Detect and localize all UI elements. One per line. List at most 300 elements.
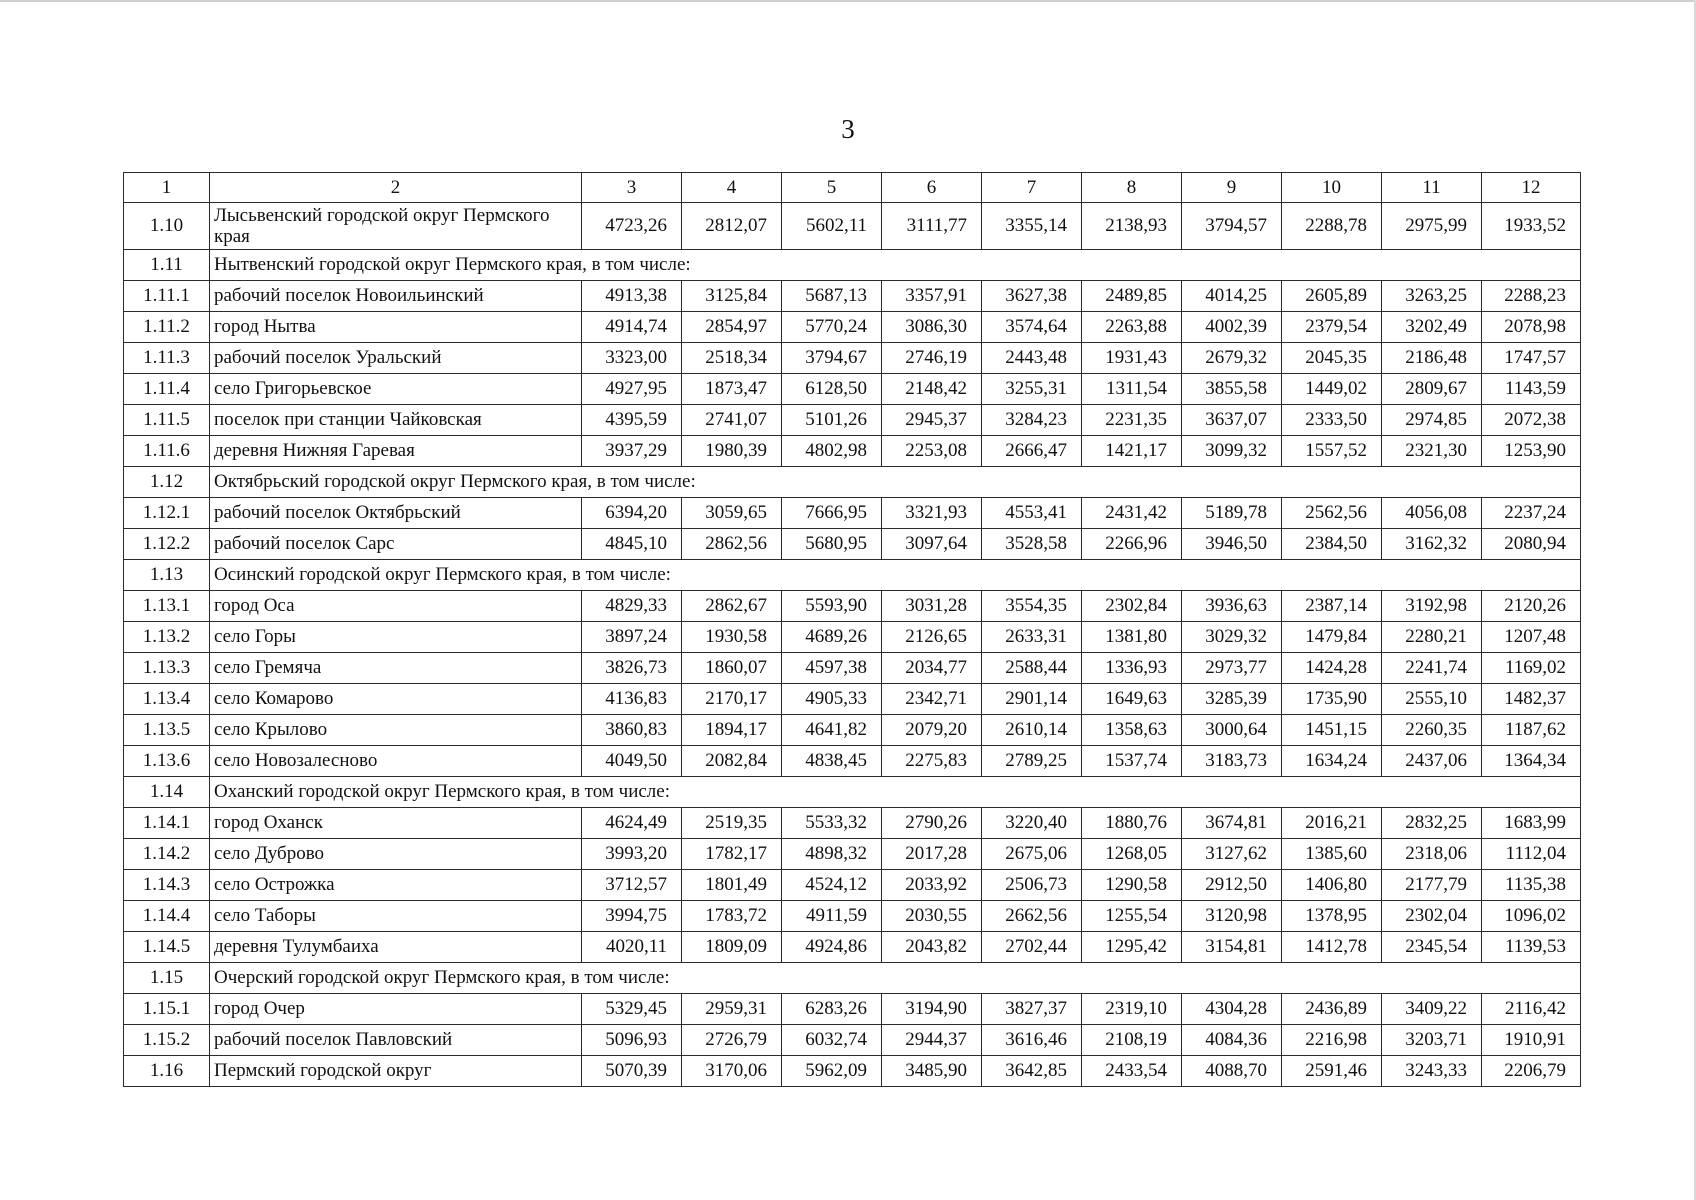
column-header-3: 3	[582, 173, 682, 203]
table-row	[124, 622, 1581, 653]
name-cell: рабочий поселок Новоильинский	[210, 281, 582, 312]
value-cell-col-6: 3485,90	[882, 1056, 982, 1087]
value-cell-col-8: 2138,93	[1082, 203, 1182, 250]
name-cell: село Гремяча	[210, 653, 582, 684]
row-number-cell: 1.14.5	[124, 932, 210, 963]
value-cell-col-4: 1873,47	[682, 374, 782, 405]
value-cell-col-7: 3827,37	[982, 994, 1082, 1025]
value-cell-col-5: 4838,45	[782, 746, 882, 777]
table-row	[124, 281, 1581, 312]
value-cell-col-7: 4553,41	[982, 498, 1082, 529]
value-cell-col-11: 2280,21	[1382, 622, 1482, 653]
value-cell-col-10: 1424,28	[1282, 653, 1382, 684]
value-cell-col-4: 2959,31	[682, 994, 782, 1025]
value-cell-col-6: 3357,91	[882, 281, 982, 312]
value-cell-col-10: 2436,89	[1282, 994, 1382, 1025]
value-cell-col-4: 1783,72	[682, 901, 782, 932]
value-cell-col-6: 2033,92	[882, 870, 982, 901]
value-cell-col-8: 1311,54	[1082, 374, 1182, 405]
value-cell-col-8: 2489,85	[1082, 281, 1182, 312]
value-cell-col-9: 5189,78	[1182, 498, 1282, 529]
scan-edge-top	[0, 0, 1696, 2]
value-cell-col-7: 3642,85	[982, 1056, 1082, 1087]
value-cell-col-4: 2519,35	[682, 808, 782, 839]
value-cell-col-4: 2170,17	[682, 684, 782, 715]
value-cell-col-8: 1537,74	[1082, 746, 1182, 777]
value-cell-col-12: 1096,02	[1482, 901, 1581, 932]
row-number-cell: 1.11.2	[124, 312, 210, 343]
value-cell-col-5: 5101,26	[782, 405, 882, 436]
value-cell-col-12: 1482,37	[1482, 684, 1581, 715]
value-cell-col-4: 1860,07	[682, 653, 782, 684]
value-cell-col-5: 5533,32	[782, 808, 882, 839]
value-cell-col-11: 4056,08	[1382, 498, 1482, 529]
value-cell-col-10: 2216,98	[1282, 1025, 1382, 1056]
value-cell-col-6: 2034,77	[882, 653, 982, 684]
value-cell-col-9: 4088,70	[1182, 1056, 1282, 1087]
value-cell-col-6: 2043,82	[882, 932, 982, 963]
row-number-cell: 1.15.1	[124, 994, 210, 1025]
value-cell-col-8: 2431,42	[1082, 498, 1182, 529]
value-cell-col-9: 3285,39	[1182, 684, 1282, 715]
value-cell-col-6: 2342,71	[882, 684, 982, 715]
value-cell-col-8: 1358,63	[1082, 715, 1182, 746]
value-cell-col-11: 2437,06	[1382, 746, 1482, 777]
value-cell-col-8: 2108,19	[1082, 1025, 1182, 1056]
value-cell-col-9: 3946,50	[1182, 529, 1282, 560]
row-number-cell: 1.13.3	[124, 653, 210, 684]
row-number-cell: 1.13	[124, 560, 210, 591]
row-number-cell: 1.11	[124, 250, 210, 281]
column-header-5: 5	[782, 173, 882, 203]
section-row	[124, 467, 1581, 498]
value-cell-col-9: 3637,07	[1182, 405, 1282, 436]
header-row	[124, 173, 1581, 203]
name-cell: рабочий поселок Сарс	[210, 529, 582, 560]
value-cell-col-6: 2253,08	[882, 436, 982, 467]
value-cell-col-9: 2679,32	[1182, 343, 1282, 374]
column-header-6: 6	[882, 173, 982, 203]
row-number-cell: 1.14.2	[124, 839, 210, 870]
value-cell-col-3: 4829,33	[582, 591, 682, 622]
table-body	[124, 173, 1581, 1087]
value-cell-col-11: 3243,33	[1382, 1056, 1482, 1087]
table-row	[124, 1025, 1581, 1056]
value-cell-col-11: 2974,85	[1382, 405, 1482, 436]
value-cell-col-9: 4084,36	[1182, 1025, 1282, 1056]
column-header-4: 4	[682, 173, 782, 203]
table-row	[124, 529, 1581, 560]
value-cell-col-6: 2017,28	[882, 839, 982, 870]
value-cell-col-3: 4927,95	[582, 374, 682, 405]
value-cell-col-12: 1135,38	[1482, 870, 1581, 901]
value-cell-col-10: 1451,15	[1282, 715, 1382, 746]
name-cell: рабочий поселок Уральский	[210, 343, 582, 374]
table-row	[124, 839, 1581, 870]
column-header-8: 8	[1082, 173, 1182, 203]
name-cell: рабочий поселок Октябрьский	[210, 498, 582, 529]
value-cell-col-7: 2789,25	[982, 746, 1082, 777]
value-cell-col-12: 2080,94	[1482, 529, 1581, 560]
column-header-7: 7	[982, 173, 1082, 203]
row-number-cell: 1.14.4	[124, 901, 210, 932]
value-cell-col-5: 5680,95	[782, 529, 882, 560]
table-row	[124, 312, 1581, 343]
value-cell-col-10: 2379,54	[1282, 312, 1382, 343]
value-cell-col-5: 4911,59	[782, 901, 882, 932]
value-cell-col-9: 3674,81	[1182, 808, 1282, 839]
table-row	[124, 591, 1581, 622]
value-cell-col-10: 2288,78	[1282, 203, 1382, 250]
value-cell-col-12: 2237,24	[1482, 498, 1581, 529]
table-row	[124, 498, 1581, 529]
value-cell-col-3: 4913,38	[582, 281, 682, 312]
name-cell: село Комарово	[210, 684, 582, 715]
value-cell-col-9: 3183,73	[1182, 746, 1282, 777]
page-number: 3	[841, 114, 855, 144]
value-cell-col-11: 2186,48	[1382, 343, 1482, 374]
row-number-cell: 1.13.5	[124, 715, 210, 746]
section-title-cell: Октябрьский городской округ Пермского края, в том числе:	[210, 467, 1581, 498]
value-cell-col-4: 2518,34	[682, 343, 782, 374]
value-cell-col-5: 5593,90	[782, 591, 882, 622]
value-cell-col-8: 2231,35	[1082, 405, 1182, 436]
value-cell-col-10: 1735,90	[1282, 684, 1382, 715]
value-cell-col-10: 2387,14	[1282, 591, 1382, 622]
value-cell-col-10: 1385,60	[1282, 839, 1382, 870]
row-number-cell: 1.12	[124, 467, 210, 498]
value-cell-col-11: 2345,54	[1382, 932, 1482, 963]
value-cell-col-10: 1479,84	[1282, 622, 1382, 653]
value-cell-col-11: 2832,25	[1382, 808, 1482, 839]
value-cell-col-11: 3203,71	[1382, 1025, 1482, 1056]
value-cell-col-5: 4905,33	[782, 684, 882, 715]
value-cell-col-8: 1290,58	[1082, 870, 1182, 901]
value-cell-col-7: 2662,56	[982, 901, 1082, 932]
value-cell-col-10: 2605,89	[1282, 281, 1382, 312]
value-cell-col-10: 2333,50	[1282, 405, 1382, 436]
value-cell-col-7: 3574,64	[982, 312, 1082, 343]
value-cell-col-10: 1557,52	[1282, 436, 1382, 467]
value-cell-col-11: 2318,06	[1382, 839, 1482, 870]
column-header-9: 9	[1182, 173, 1282, 203]
value-cell-col-10: 2384,50	[1282, 529, 1382, 560]
value-cell-col-6: 2275,83	[882, 746, 982, 777]
name-cell: Пермский городской округ	[210, 1056, 582, 1087]
section-title-cell: Нытвенский городской округ Пермского края, в том числе:	[210, 250, 1581, 281]
value-cell-col-10: 1378,95	[1282, 901, 1382, 932]
name-cell: Лысьвенский городской округ Пермского края	[210, 203, 582, 250]
value-cell-col-12: 2072,38	[1482, 405, 1581, 436]
value-cell-col-10: 2045,35	[1282, 343, 1382, 374]
value-cell-col-7: 3554,35	[982, 591, 1082, 622]
value-cell-col-6: 3321,93	[882, 498, 982, 529]
row-number-cell: 1.12.1	[124, 498, 210, 529]
value-cell-col-4: 1894,17	[682, 715, 782, 746]
row-number-cell: 1.13.2	[124, 622, 210, 653]
row-number-cell: 1.11.6	[124, 436, 210, 467]
value-cell-col-11: 2260,35	[1382, 715, 1482, 746]
value-cell-col-5: 4597,38	[782, 653, 882, 684]
value-cell-col-3: 3993,20	[582, 839, 682, 870]
table-row	[124, 715, 1581, 746]
name-cell: село Острожка	[210, 870, 582, 901]
section-title-cell: Очерский городской округ Пермского края, в том числе:	[210, 963, 1581, 994]
column-header-12: 12	[1482, 173, 1581, 203]
value-cell-col-4: 1980,39	[682, 436, 782, 467]
value-cell-col-4: 3170,06	[682, 1056, 782, 1087]
value-cell-col-4: 1801,49	[682, 870, 782, 901]
row-number-cell: 1.11.1	[124, 281, 210, 312]
row-number-cell: 1.14.1	[124, 808, 210, 839]
name-cell: город Очер	[210, 994, 582, 1025]
name-cell: село Дуброво	[210, 839, 582, 870]
value-cell-col-3: 3897,24	[582, 622, 682, 653]
name-cell: село Григорьевское	[210, 374, 582, 405]
value-cell-col-9: 3855,58	[1182, 374, 1282, 405]
value-cell-col-11: 3192,98	[1382, 591, 1482, 622]
value-cell-col-3: 4049,50	[582, 746, 682, 777]
value-cell-col-11: 2809,67	[1382, 374, 1482, 405]
value-cell-col-8: 1381,80	[1082, 622, 1182, 653]
value-cell-col-3: 4136,83	[582, 684, 682, 715]
value-cell-col-8: 2263,88	[1082, 312, 1182, 343]
table-row	[124, 684, 1581, 715]
value-cell-col-8: 1649,63	[1082, 684, 1182, 715]
value-cell-col-3: 6394,20	[582, 498, 682, 529]
value-cell-col-3: 4020,11	[582, 932, 682, 963]
value-cell-col-12: 1143,59	[1482, 374, 1581, 405]
column-header-11: 11	[1382, 173, 1482, 203]
value-cell-col-12: 1139,53	[1482, 932, 1581, 963]
value-cell-col-11: 2302,04	[1382, 901, 1482, 932]
value-cell-col-11: 3409,22	[1382, 994, 1482, 1025]
table-row	[124, 746, 1581, 777]
value-cell-col-9: 3099,32	[1182, 436, 1282, 467]
value-cell-col-6: 3194,90	[882, 994, 982, 1025]
value-cell-col-8: 2319,10	[1082, 994, 1182, 1025]
row-number-cell: 1.15	[124, 963, 210, 994]
value-cell-col-7: 2675,06	[982, 839, 1082, 870]
value-cell-col-10: 1406,80	[1282, 870, 1382, 901]
value-cell-col-8: 1931,43	[1082, 343, 1182, 374]
value-cell-col-7: 2443,48	[982, 343, 1082, 374]
value-cell-col-9: 4014,25	[1182, 281, 1282, 312]
section-row	[124, 560, 1581, 591]
value-cell-col-3: 4395,59	[582, 405, 682, 436]
row-number-cell: 1.16	[124, 1056, 210, 1087]
table-row	[124, 436, 1581, 467]
name-cell: село Новозалесново	[210, 746, 582, 777]
value-cell-col-11: 2975,99	[1382, 203, 1482, 250]
column-header-10: 10	[1282, 173, 1382, 203]
value-cell-col-6: 3111,77	[882, 203, 982, 250]
row-number-cell: 1.13.4	[124, 684, 210, 715]
section-row	[124, 777, 1581, 808]
value-cell-col-12: 2116,42	[1482, 994, 1581, 1025]
value-cell-col-5: 7666,95	[782, 498, 882, 529]
value-cell-col-4: 3059,65	[682, 498, 782, 529]
value-cell-col-7: 2901,14	[982, 684, 1082, 715]
table-row	[124, 203, 1581, 250]
value-cell-col-3: 5096,93	[582, 1025, 682, 1056]
row-number-cell: 1.13.1	[124, 591, 210, 622]
tariff-table	[123, 172, 1581, 1087]
row-number-cell: 1.11.4	[124, 374, 210, 405]
value-cell-col-4: 2854,97	[682, 312, 782, 343]
table-row	[124, 901, 1581, 932]
value-cell-col-7: 3616,46	[982, 1025, 1082, 1056]
value-cell-col-8: 1421,17	[1082, 436, 1182, 467]
value-cell-col-6: 2790,26	[882, 808, 982, 839]
value-cell-col-6: 3097,64	[882, 529, 982, 560]
value-cell-col-10: 2591,46	[1282, 1056, 1382, 1087]
value-cell-col-5: 5770,24	[782, 312, 882, 343]
value-cell-col-5: 4641,82	[782, 715, 882, 746]
value-cell-col-12: 1910,91	[1482, 1025, 1581, 1056]
value-cell-col-9: 4304,28	[1182, 994, 1282, 1025]
table-row	[124, 808, 1581, 839]
value-cell-col-6: 2030,55	[882, 901, 982, 932]
row-number-cell: 1.12.2	[124, 529, 210, 560]
value-cell-col-3: 3994,75	[582, 901, 682, 932]
table-row	[124, 374, 1581, 405]
value-cell-col-4: 1782,17	[682, 839, 782, 870]
table-row	[124, 932, 1581, 963]
value-cell-col-6: 2746,19	[882, 343, 982, 374]
value-cell-col-6: 2944,37	[882, 1025, 982, 1056]
value-cell-col-3: 5329,45	[582, 994, 682, 1025]
value-cell-col-7: 3220,40	[982, 808, 1082, 839]
value-cell-col-6: 2126,65	[882, 622, 982, 653]
name-cell: деревня Нижняя Гаревая	[210, 436, 582, 467]
value-cell-col-4: 2726,79	[682, 1025, 782, 1056]
table-row	[124, 653, 1581, 684]
value-cell-col-12: 2120,26	[1482, 591, 1581, 622]
value-cell-col-10: 1412,78	[1282, 932, 1382, 963]
value-cell-col-3: 3323,00	[582, 343, 682, 374]
table-row	[124, 405, 1581, 436]
value-cell-col-5: 4524,12	[782, 870, 882, 901]
value-cell-col-4: 3125,84	[682, 281, 782, 312]
name-cell: город Оханск	[210, 808, 582, 839]
value-cell-col-5: 5687,13	[782, 281, 882, 312]
section-title-cell: Осинский городской округ Пермского края, в том числе:	[210, 560, 1581, 591]
value-cell-col-4: 2812,07	[682, 203, 782, 250]
row-number-cell: 1.14	[124, 777, 210, 808]
section-title-cell: Оханский городской округ Пермского края, в том числе:	[210, 777, 1581, 808]
name-cell: село Таборы	[210, 901, 582, 932]
value-cell-col-7: 3627,38	[982, 281, 1082, 312]
value-cell-col-4: 2862,56	[682, 529, 782, 560]
name-cell: город Оса	[210, 591, 582, 622]
value-cell-col-9: 3794,57	[1182, 203, 1282, 250]
value-cell-col-9: 2912,50	[1182, 870, 1282, 901]
value-cell-col-7: 2702,44	[982, 932, 1082, 963]
value-cell-col-10: 2016,21	[1282, 808, 1382, 839]
value-cell-col-8: 1880,76	[1082, 808, 1182, 839]
value-cell-col-3: 4624,49	[582, 808, 682, 839]
name-cell: город Нытва	[210, 312, 582, 343]
row-number-cell: 1.15.2	[124, 1025, 210, 1056]
value-cell-col-12: 1112,04	[1482, 839, 1581, 870]
value-cell-col-11: 2321,30	[1382, 436, 1482, 467]
value-cell-col-3: 3712,57	[582, 870, 682, 901]
column-header-1: 1	[124, 173, 210, 203]
name-cell: деревня Тулумбаиха	[210, 932, 582, 963]
value-cell-col-10: 2562,56	[1282, 498, 1382, 529]
table-row	[124, 994, 1581, 1025]
value-cell-col-8: 2433,54	[1082, 1056, 1182, 1087]
value-cell-col-4: 2741,07	[682, 405, 782, 436]
value-cell-col-7: 3284,23	[982, 405, 1082, 436]
value-cell-col-12: 2288,23	[1482, 281, 1581, 312]
section-row	[124, 250, 1581, 281]
value-cell-col-5: 3794,67	[782, 343, 882, 374]
value-cell-col-12: 1253,90	[1482, 436, 1581, 467]
value-cell-col-11: 3263,25	[1382, 281, 1482, 312]
value-cell-col-9: 3000,64	[1182, 715, 1282, 746]
value-cell-col-11: 3202,49	[1382, 312, 1482, 343]
value-cell-col-6: 2148,42	[882, 374, 982, 405]
value-cell-col-3: 3937,29	[582, 436, 682, 467]
value-cell-col-7: 2610,14	[982, 715, 1082, 746]
value-cell-col-4: 1930,58	[682, 622, 782, 653]
value-cell-col-8: 1268,05	[1082, 839, 1182, 870]
value-cell-col-5: 4924,86	[782, 932, 882, 963]
value-cell-col-5: 4802,98	[782, 436, 882, 467]
value-cell-col-4: 2862,67	[682, 591, 782, 622]
value-cell-col-9: 3154,81	[1182, 932, 1282, 963]
value-cell-col-4: 1809,09	[682, 932, 782, 963]
value-cell-col-7: 3355,14	[982, 203, 1082, 250]
value-cell-col-12: 1207,48	[1482, 622, 1581, 653]
row-number-cell: 1.14.3	[124, 870, 210, 901]
value-cell-col-8: 1295,42	[1082, 932, 1182, 963]
value-cell-col-7: 3255,31	[982, 374, 1082, 405]
row-number-cell: 1.10	[124, 203, 210, 250]
value-cell-col-11: 2177,79	[1382, 870, 1482, 901]
value-cell-col-9: 3029,32	[1182, 622, 1282, 653]
value-cell-col-8: 1336,93	[1082, 653, 1182, 684]
value-cell-col-5: 5602,11	[782, 203, 882, 250]
value-cell-col-3: 4845,10	[582, 529, 682, 560]
value-cell-col-6: 3086,30	[882, 312, 982, 343]
value-cell-col-10: 1449,02	[1282, 374, 1382, 405]
name-cell: село Крылово	[210, 715, 582, 746]
value-cell-col-6: 2079,20	[882, 715, 982, 746]
value-cell-col-8: 1255,54	[1082, 901, 1182, 932]
value-cell-col-3: 4914,74	[582, 312, 682, 343]
value-cell-col-12: 1364,34	[1482, 746, 1581, 777]
row-number-cell: 1.11.3	[124, 343, 210, 374]
value-cell-col-9: 3936,63	[1182, 591, 1282, 622]
value-cell-col-12: 1169,02	[1482, 653, 1581, 684]
table-row	[124, 1056, 1581, 1087]
value-cell-col-12: 2078,98	[1482, 312, 1581, 343]
row-number-cell: 1.13.6	[124, 746, 210, 777]
name-cell: рабочий поселок Павловский	[210, 1025, 582, 1056]
value-cell-col-7: 3528,58	[982, 529, 1082, 560]
value-cell-col-8: 2266,96	[1082, 529, 1182, 560]
name-cell: село Горы	[210, 622, 582, 653]
value-cell-col-7: 2666,47	[982, 436, 1082, 467]
value-cell-col-11: 3162,32	[1382, 529, 1482, 560]
value-cell-col-12: 2206,79	[1482, 1056, 1581, 1087]
value-cell-col-12: 1747,57	[1482, 343, 1581, 374]
value-cell-col-8: 2302,84	[1082, 591, 1182, 622]
section-row	[124, 963, 1581, 994]
